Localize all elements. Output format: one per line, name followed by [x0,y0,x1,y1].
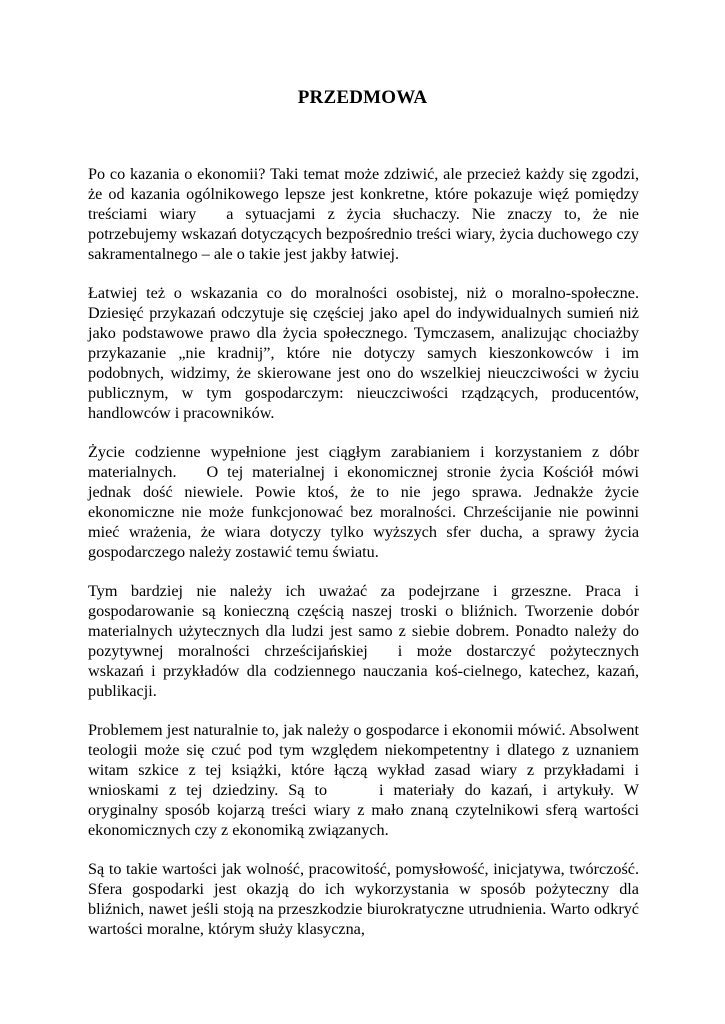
paragraph [88,720,639,840]
paragraph [88,442,639,562]
paragraph-text: i materiały do kazań, i artykuły. W oryginalny sposób kojarzą treści wiary z mało znaną czytelnikowi sferą wartości ekonomicznych czy z ekonomiką związanych. [88,781,639,839]
paragraph [88,164,639,264]
paragraph-text: Problemem jest naturalnie to, jak należy o gospodarce i ekonomii mówić. Absolwent teologii może się czuć pod tym względem niekompetentny i dlatego z uznaniem witam szkice z tej książki, które łączą wykład zasad wiary z przykładami i wnioskami z tej dziedziny. Są to [88,721,639,799]
paragraph-text: a sytuacjami z życia słuchaczy. Nie znaczy to, że nie potrzebujemy wskazań dotyczących bezpośrednio treści wiary, życia duchowego czy sakramentalnego – ale o takie jest jakby łatwiej. [88,205,639,263]
paragraph [88,581,639,701]
paragraph-text: Po co kazania o ekonomii? Taki temat może zdziwić, ale przecież każdy się zgodzi, że od kazania ogólnikowego lepsze jest konkretne, które pokazuje więź pomiędzy treściami wiary [88,165,639,223]
paragraph-text: Łatwiej też o wskazania co do moralności osobistej, niż o moralno-społeczne. Dziesięć przykazań odczytuje się częściej jako apel do indywidualnych sumień niż jako podstawowe prawo dla życia społecznego. Tymczasem, analizując chociażby przykazanie „nie kradnij”, które nie dotyczy samych kieszonkowców i im podobnych, widzimy, że skierowane jest ono do wszelkiej nieuczciwości w życiu publicznym, w tym gospodarczym: nieuczciwości rządzących, producentów, handlowców i pracowników. [88,284,639,422]
paragraph [88,283,639,423]
paragraph-text: Są to takie wartości jak wolność, pracowitość, pomysłowość, inicjatywa, twórczość. Sfera gospodarki jest okazją do ich wykorzystania w sposób pożyteczny dla bliźnich, nawet jeśli stoją na przeszkodzie biurokratyczne utrudnienia. Warto odkryć wartości moralne, którym służy klasyczna, [88,860,639,938]
paragraph-text: i może dostarczyć pożytecznych wskazań i przykładów dla codziennego nauczania koś-cielnego, katechez, kazań, publikacji. [88,642,639,700]
paragraph [88,859,639,939]
paragraph-text: Tym bardziej nie należy ich uważać za podejrzane i grzeszne. Praca i gospodarowanie są konieczną częścią naszej troski o bliźnich. Tworzenie dobór materialnych użytecznych dla ludzi jest samo z siebie dobrem. Ponadto należy do pozytywnej moralności chrześcijańskiej [88,582,639,660]
document-body [88,164,639,958]
paragraph-text: Życie codzienne wypełnione jest ciągłym zarabianiem i korzystaniem z dóbr materialnych. [88,443,639,481]
paragraph-text: O tej materialnej i ekonomicznej stronie życia Kościół mówi jednak dość niewiele. Powie ktoś, że to nie jego sprawa. Jednakże życie ekonomiczne nie może funkcjonować bez moralności. Chrześcijanie nie powinni mieć wrażenia, że wiara dotyczy tylko wyższych sfer ducha, a sprawy życia gospodarczego należy zostawić temu światu. [88,463,639,561]
document-title: PRZEDMOWA [297,87,428,108]
